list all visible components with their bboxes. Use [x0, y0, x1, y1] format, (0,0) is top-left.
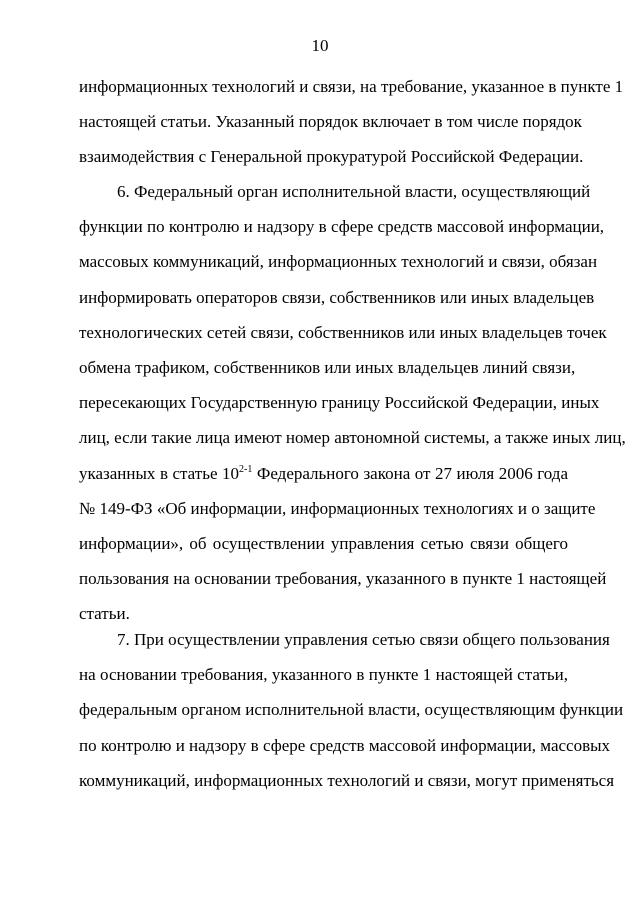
text-line: информационных технологий и связи, на требование, указанное в пункте 1 [79, 77, 624, 96]
text-fragment: указанных в статье 10 [79, 463, 240, 483]
text-line: обмена трафиком, собственников или иных владельцев линий связи, [79, 357, 576, 377]
text-line: 7. При осуществлении управления сетью связи общего пользования [117, 630, 610, 649]
text-line: пересекающих Государственную границу Российской Федерации, иных [79, 393, 600, 413]
text-line: коммуникаций, информационных технологий и связи, могут применяться [79, 770, 615, 790]
text-line: пользования на основании требования, указанного в пункте 1 настоящей [79, 569, 607, 589]
text-line: информации», об осуществлении управления сетью связи общего [79, 533, 568, 553]
paragraph-item-7 [79, 630, 624, 806]
text-line: настоящей статьи. Указанный порядок включает в том числе порядок [79, 112, 582, 132]
text-line: функции по контролю и надзору в сфере средств массовой информации, [79, 217, 605, 237]
page-number: 10 [311, 36, 329, 55]
text-line: лиц, если такие лица имеют номер автономной системы, а также иных лиц, [79, 428, 626, 448]
superscript: 2-1 [239, 463, 253, 475]
text-line-with-superscript [79, 464, 568, 499]
text-line: информировать операторов связи, собственников или иных владельцев [79, 287, 595, 307]
text-line: взаимодействия с Генеральной прокуратурой Российской Федерации. [79, 147, 584, 167]
text-line: технологических сетей связи, собственников или иных владельцев точек [79, 322, 607, 342]
text-line: 6. Федеральный орган исполнительной власти, осуществляющий [117, 182, 591, 201]
text-fragment: Федерального закона от 27 июля 2006 года [252, 463, 569, 483]
text-line: статьи. [79, 604, 130, 624]
text-line: на основании требования, указанного в пункте 1 настоящей статьи, [79, 665, 568, 685]
text-line: № 149-ФЗ «Об информации, информационных технологиях и о защите [79, 498, 596, 518]
paragraph-item-6 [79, 182, 626, 639]
text-line: по контролю и надзору в сфере средств массовой информации, массовых [79, 735, 611, 755]
paragraph-continuation [79, 77, 624, 183]
text-line: федеральным органом исполнительной власти, осуществляющим функции [79, 700, 624, 720]
text-line: массовых коммуникаций, информационных технологий и связи, обязан [79, 252, 598, 272]
